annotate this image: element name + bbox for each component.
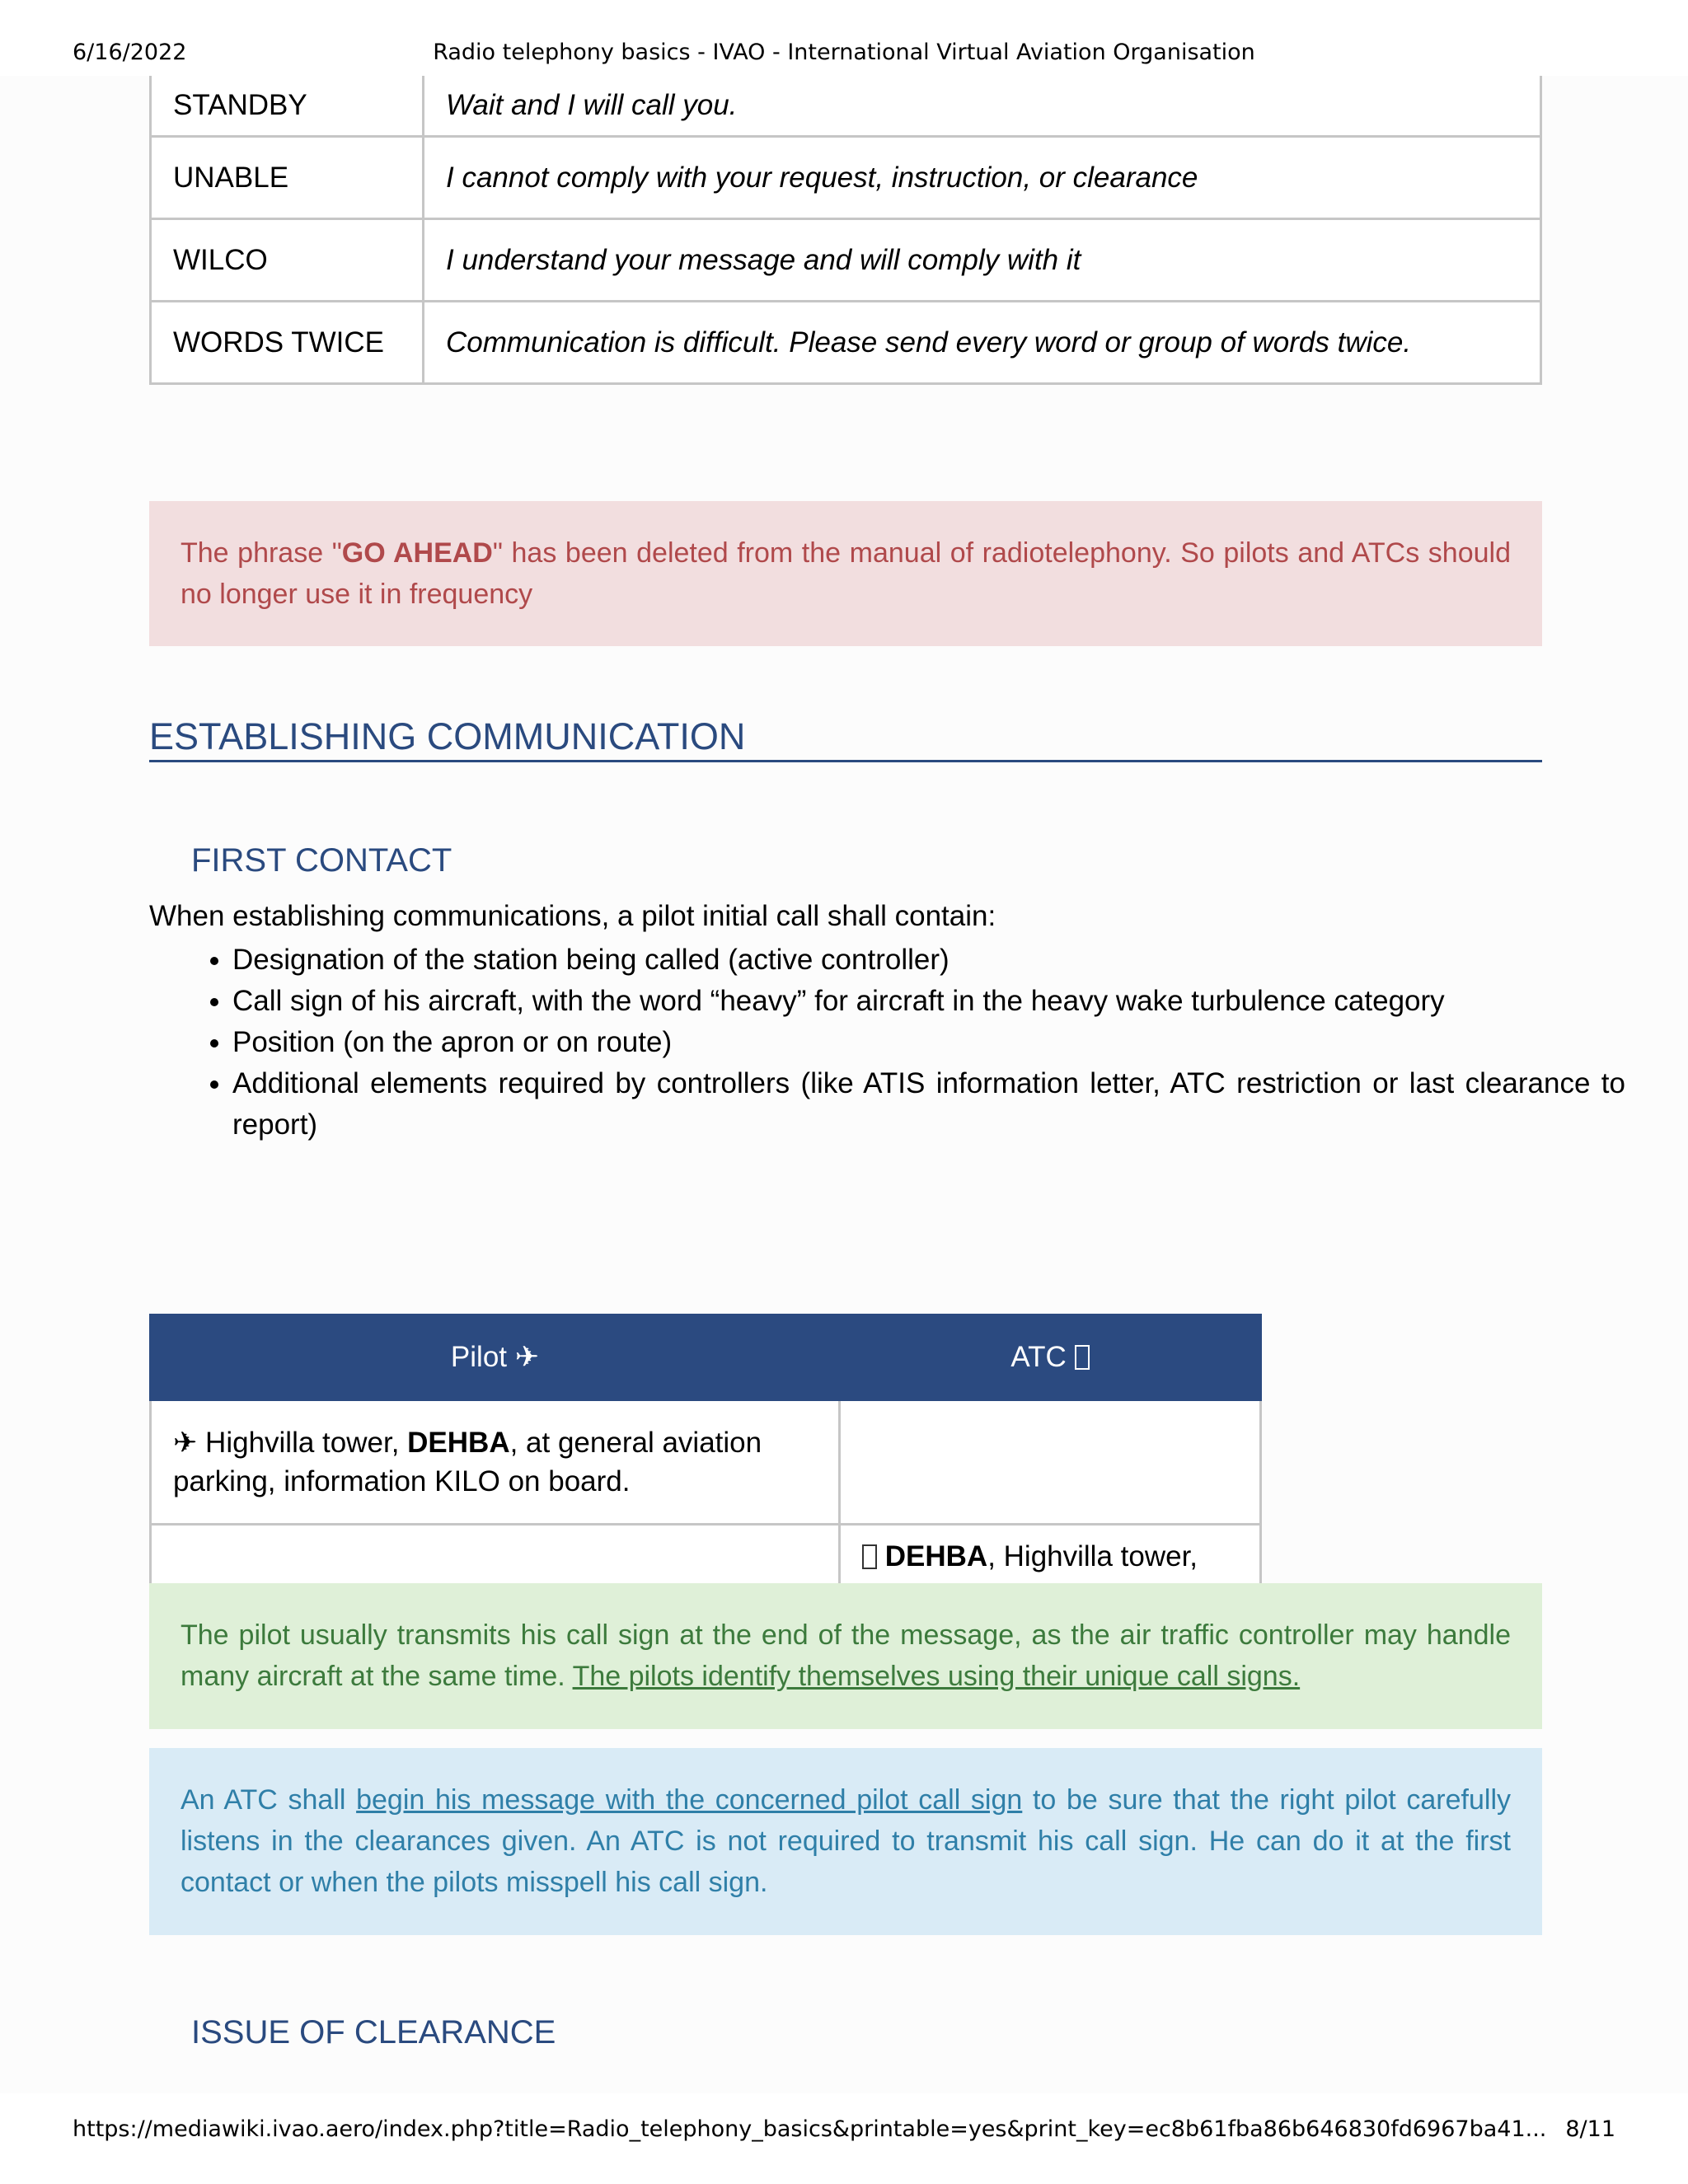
list-item: • Call sign of his aircraft, with the word “heavy” for aircraft in the heavy wake turbulence category: [232, 981, 1625, 1022]
table-row: [151, 137, 1541, 219]
section-heading: ESTABLISHING COMMUNICATION: [149, 715, 1542, 762]
note-text: The pilot usually transmits his call sign at the end of the message, as the air traffic controller may handle many aircraft at the same time.: [181, 1619, 1511, 1692]
intro-paragraph: When establishing communications, a pilot initial call shall contain:: [149, 900, 996, 932]
pilot-callsign-link[interactable]: begin his message with the concerned pilot call sign: [356, 1784, 1023, 1816]
term-cell: WILCO: [151, 219, 424, 302]
term-cell: STANDBY: [151, 76, 424, 137]
airplane-icon: ✈: [173, 1427, 198, 1459]
meaning-cell: Communication is difficult. Please send every word or group of words twice.: [424, 302, 1541, 384]
message-text: , Highvilla tower,: [987, 1540, 1198, 1572]
callsign-note: [149, 1583, 1542, 1729]
page-number: 8/11: [1565, 2116, 1615, 2142]
warning-phrase: GO AHEAD: [341, 537, 493, 569]
warning-text: " has been deleted from the manual of radiotelephony. So pilots and ATCs should no longer use it in frequency: [181, 537, 1511, 610]
term-cell: WORDS TWICE: [151, 302, 424, 384]
callsign-link[interactable]: The pilots identify themselves using their unique call signs.: [572, 1661, 1301, 1692]
callsign: DEHBA: [407, 1427, 510, 1459]
message-text: , at general aviation parking, information KILO on board.: [173, 1427, 762, 1497]
meaning-cell: I cannot comply with your request, instruction, or clearance: [424, 137, 1541, 219]
atc-callsign-info: [149, 1748, 1542, 1935]
callsign: DEHBA: [884, 1540, 988, 1572]
print-date: 6/16/2022: [73, 40, 187, 65]
print-header: [0, 40, 1688, 69]
pilot-column-header: Pilot ✈: [151, 1315, 840, 1400]
message-text: Highvilla tower,: [197, 1427, 408, 1459]
meaning-cell: Wait and I will call you.: [424, 76, 1541, 137]
atc-message-cell: [840, 1400, 1261, 1525]
print-footer: [0, 2116, 1688, 2146]
info-text: to be sure that the right pilot carefully listens in the clearances given. An ATC is not required to transmit his call sign. He can do it at the first contact or when the pilots misspell his call sign.: [181, 1784, 1512, 1898]
subsection-heading-issue-of-clearance: ISSUE OF CLEARANCE: [191, 2014, 556, 2050]
phraseology-table: [149, 76, 1542, 385]
term-cell: UNABLE: [151, 137, 424, 219]
tower-icon: [862, 1544, 877, 1569]
dialog-table: [149, 1314, 1262, 1629]
atc-column-header: [840, 1315, 1261, 1400]
table-row: [151, 302, 1541, 384]
info-text: An ATC shall: [181, 1784, 357, 1816]
list-item: • Designation of the station being called (active controller): [232, 940, 1625, 981]
requirements-list: [149, 940, 1625, 1146]
page-content: [0, 76, 1688, 2093]
table-row: [151, 76, 1541, 137]
subsection-heading-first-contact: FIRST CONTACT: [191, 842, 452, 879]
table-row: [151, 1400, 1261, 1525]
go-ahead-warning: [149, 501, 1542, 646]
list-item: • Position (on the apron or on route): [232, 1022, 1625, 1063]
dialog-header-row: [151, 1315, 1261, 1400]
atc-header-label: ATC: [1010, 1341, 1067, 1373]
warning-text: The phrase ": [181, 537, 342, 569]
print-title: Radio telephony basics - IVAO - International Virtual Aviation Organisation: [433, 40, 1255, 65]
tower-icon: [1075, 1345, 1090, 1370]
list-item: • Additional elements required by controllers (like ATIS information letter, ATC restriction or last clearance to report): [232, 1063, 1625, 1146]
pilot-message-cell: [151, 1400, 840, 1525]
meaning-cell: I understand your message and will comply with it: [424, 219, 1541, 302]
print-url: https://mediawiki.ivao.aero/index.php?title=Radio_telephony_basics&printable=yes&print_key=ec8b61fba86b646830fd6967ba41...: [73, 2116, 1547, 2142]
table-row: [151, 219, 1541, 302]
